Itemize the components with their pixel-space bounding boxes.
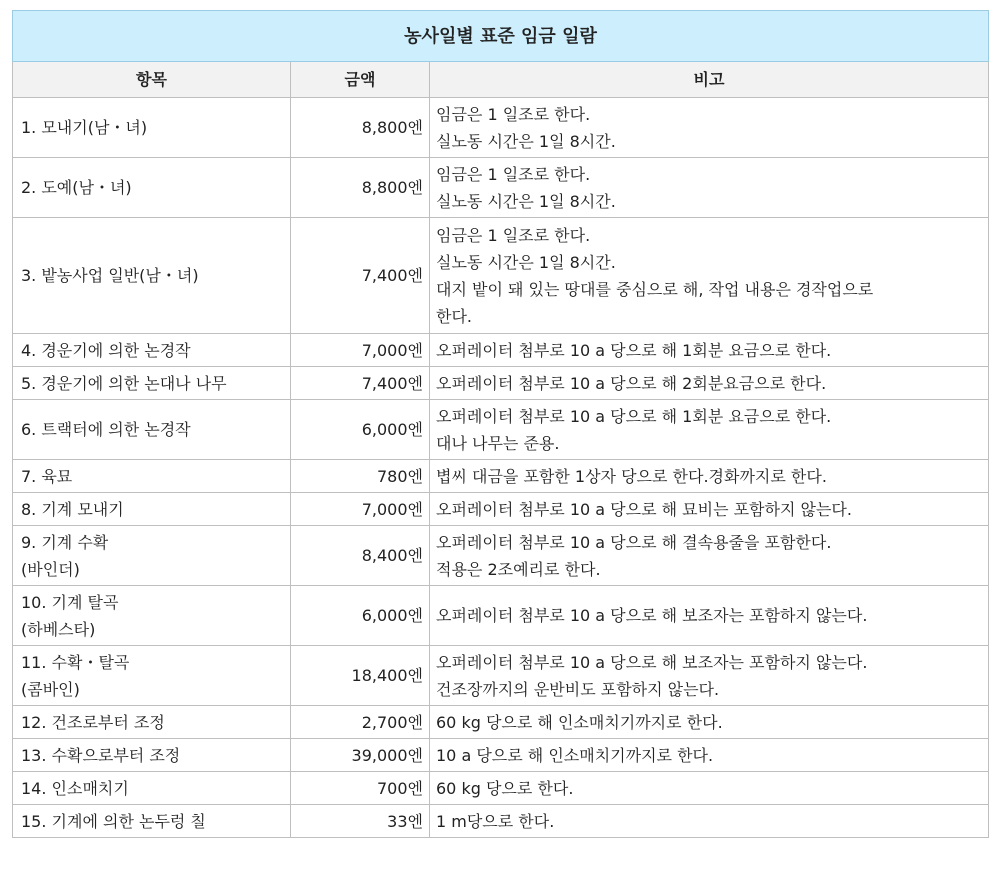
amount-cell: 2,700엔: [291, 706, 430, 739]
amount-cell: 39,000엔: [291, 739, 430, 772]
header-amount: 금액: [291, 62, 430, 98]
note-text: 10 a 당으로 해 인소매치기까지로 한다.: [436, 745, 714, 765]
note-text: 오퍼레이터 첨부로 10 a 당으로 해 1회분 요금으로 한다.: [436, 406, 832, 426]
note-text: 대지 밭이 돼 있는 땅대를 중심으로 해, 작업 내용은 경작업으로: [436, 279, 874, 299]
amount-cell: 7,000엔: [291, 493, 430, 526]
note-text: 실노동 시간은 1일 8시간.: [436, 252, 616, 272]
note-cell: [430, 460, 989, 493]
wage-table-container: [12, 10, 988, 838]
note-text: 오퍼레이터 첨부로 10 a 당으로 해 1회분 요금으로 한다.: [436, 340, 832, 360]
item-text: 14. 인소매치기: [21, 778, 129, 798]
item-cell: [13, 772, 291, 805]
note-text: 60 kg 당으로 해 인소매치기까지로 한다.: [436, 712, 723, 732]
item-cell: [13, 586, 291, 646]
item-cell: [13, 460, 291, 493]
item-text: (하베스타): [21, 619, 96, 639]
amount-cell: 8,800엔: [291, 98, 430, 158]
table-row: [13, 158, 989, 218]
amount-cell: 8,400엔: [291, 526, 430, 586]
table-row: [13, 367, 989, 400]
header-item: 항목: [13, 62, 291, 98]
note-text: 임금은 1 일조로 한다.: [436, 164, 591, 184]
item-text: 6. 트랙터에 의한 논경작: [21, 420, 191, 439]
item-cell: [13, 646, 291, 706]
table-row: [13, 805, 989, 838]
item-cell: [13, 158, 291, 218]
note-text: 오퍼레이터 첨부로 10 a 당으로 해 보조자는 포함하지 않는다.: [436, 652, 868, 672]
note-cell: [430, 526, 989, 586]
note-cell: [430, 772, 989, 805]
table-row: [13, 334, 989, 367]
note-cell: [430, 400, 989, 460]
amount-cell: 7,400엔: [291, 367, 430, 400]
table-row: [13, 400, 989, 460]
note-cell: [430, 739, 989, 772]
note-cell: [430, 367, 989, 400]
note-cell: [430, 646, 989, 706]
item-text: 8. 기계 모내기: [21, 499, 124, 519]
note-text: 임금은 1 일조로 한다.: [436, 104, 591, 124]
amount-cell: 33엔: [291, 805, 430, 838]
item-text: 7. 육묘: [21, 466, 73, 486]
table-row: [13, 526, 989, 586]
item-cell: [13, 706, 291, 739]
note-cell: [430, 586, 989, 646]
table-row: [13, 98, 989, 158]
amount-cell: 6,000엔: [291, 586, 430, 646]
note-cell: [430, 98, 989, 158]
note-text: 건조장까지의 운반비도 포함하지 않는다.: [436, 679, 720, 699]
item-cell: [13, 218, 291, 334]
table-row: [13, 493, 989, 526]
wage-table: [12, 10, 989, 838]
note-cell: [430, 805, 989, 838]
note-cell: [430, 334, 989, 367]
item-text: 9. 기계 수확: [21, 532, 109, 552]
amount-cell: 7,400엔: [291, 218, 430, 334]
note-text: 실노동 시간은 1일 8시간.: [436, 131, 616, 151]
item-text: 1. 모내기(남・녀): [21, 118, 148, 137]
header-row: [13, 62, 989, 98]
item-text: 11. 수확・탈곡: [21, 652, 130, 672]
amount-cell: 6,000엔: [291, 400, 430, 460]
table-row: [13, 706, 989, 739]
note-text: 60 kg 당으로 한다.: [436, 778, 574, 798]
item-text: 2. 도예(남・녀): [21, 178, 132, 197]
note-cell: [430, 218, 989, 334]
note-text: 대나 나무는 준용.: [436, 433, 560, 453]
table-row: [13, 646, 989, 706]
item-text: 4. 경운기에 의한 논경작: [21, 340, 191, 360]
note-text: 한다.: [436, 306, 472, 326]
header-note: 비고: [430, 62, 989, 98]
table-row: [13, 586, 989, 646]
note-cell: [430, 493, 989, 526]
item-cell: [13, 739, 291, 772]
item-cell: [13, 334, 291, 367]
amount-cell: 18,400엔: [291, 646, 430, 706]
amount-cell: 8,800엔: [291, 158, 430, 218]
note-cell: [430, 158, 989, 218]
item-text: 3. 밭농사업 일반(남・녀): [21, 266, 199, 285]
note-text: 오퍼레이터 첨부로 10 a 당으로 해 2회분요금으로 한다.: [436, 373, 827, 393]
note-text: 오퍼레이터 첨부로 10 a 당으로 해 묘비는 포함하지 않는다.: [436, 499, 852, 519]
note-text: 적용은 2조예리로 한다.: [436, 559, 601, 579]
item-text: 12. 건조로부터 조정: [21, 712, 165, 732]
note-text: 오퍼레이터 첨부로 10 a 당으로 해 보조자는 포함하지 않는다.: [436, 606, 868, 625]
table-row: [13, 218, 989, 334]
item-cell: [13, 526, 291, 586]
item-text: 5. 경운기에 의한 논대나 나무: [21, 373, 227, 393]
note-text: 1 m당으로 한다.: [436, 811, 555, 831]
item-text: (콤바인): [21, 679, 80, 699]
amount-cell: 780엔: [291, 460, 430, 493]
table-row: [13, 772, 989, 805]
note-text: 볍씨 대금을 포함한 1상자 당으로 한다.경화까지로 한다.: [436, 466, 827, 486]
table-body: [13, 98, 989, 838]
item-text: 13. 수확으로부터 조정: [21, 745, 181, 765]
item-cell: [13, 493, 291, 526]
item-text: 15. 기계에 의한 논두렁 칠: [21, 811, 206, 831]
item-text: (바인더): [21, 559, 80, 579]
note-text: 실노동 시간은 1일 8시간.: [436, 191, 616, 211]
item-text: 10. 기계 탈곡: [21, 592, 119, 612]
table-title: 농사일별 표준 임금 일람: [13, 11, 989, 62]
table-row: [13, 460, 989, 493]
note-cell: [430, 706, 989, 739]
item-cell: [13, 367, 291, 400]
item-cell: [13, 400, 291, 460]
item-cell: [13, 98, 291, 158]
amount-cell: 700엔: [291, 772, 430, 805]
amount-cell: 7,000엔: [291, 334, 430, 367]
table-row: [13, 739, 989, 772]
note-text: 오퍼레이터 첨부로 10 a 당으로 해 결속용줄을 포함한다.: [436, 532, 832, 552]
item-cell: [13, 805, 291, 838]
note-text: 임금은 1 일조로 한다.: [436, 225, 591, 245]
